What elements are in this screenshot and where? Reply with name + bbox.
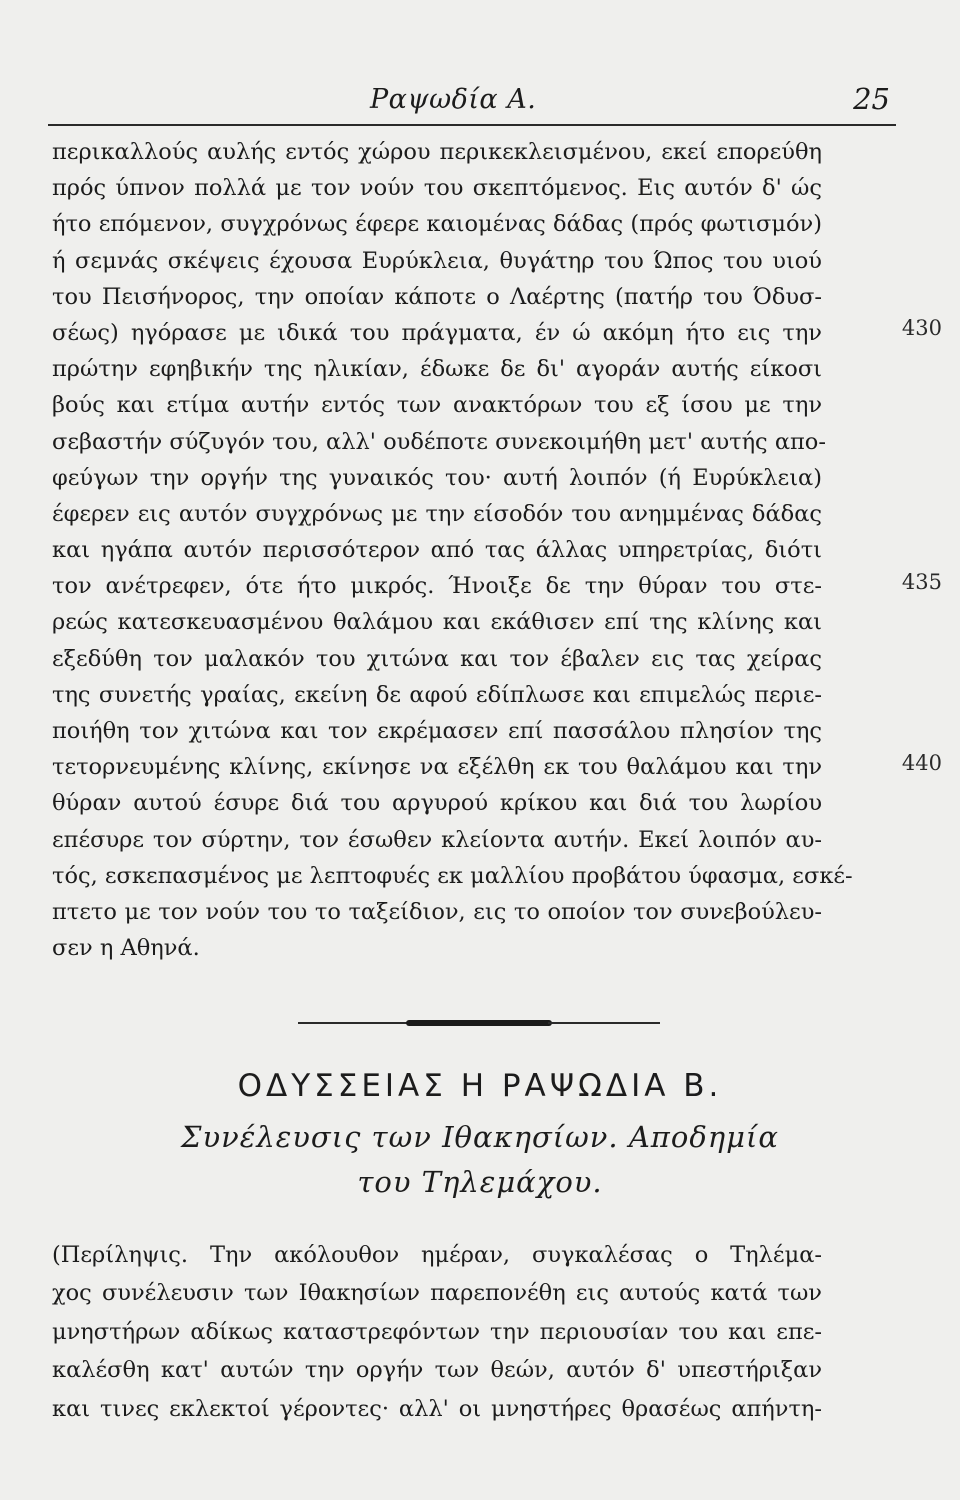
text-line: τετορνευμένης κλίνης, εκίνησε να εξέλθη εκ του θαλάμου και την <box>52 754 822 781</box>
text-line: τον ανέτρεφεν, ότε ήτο μικρός. Ήνοιξε δε την θύραν του στε- <box>52 573 822 600</box>
text-line: έφερεν εις αυτόν συγχρόνως με την είσοδόν του ανημμένας δάδας <box>52 500 822 527</box>
text-line: σέως) ηγόρασε με ιδικά του πράγματα, έν ώ ακόμη ήτο εις την <box>52 319 822 346</box>
text-line: και ηγάπα αυτόν περισσότερον από τας άλλας υπηρετρίας, διότι <box>52 537 822 564</box>
summary-line: μνηστήρων αδίκως καταστρεφόντων την περιουσίαν του και επε- <box>52 1318 822 1345</box>
running-header <box>48 78 896 126</box>
text-line: ποιήθη τον χιτώνα και τον εκρέμασεν επί πασσάλου πλησίον της <box>52 718 822 744</box>
section-subtitle-line2: του Τηλεμάχου. <box>357 1165 603 1199</box>
text-line: της συνετής γραίας, εκείνη δε αφού εδίπλωσε και επιμελώς περιε- <box>52 681 822 708</box>
summary-line: χος συνέλευσιν των Ιθακησίων παρεπονέθη εις αυτούς κατά των <box>52 1280 822 1307</box>
text-line: τός, εσκεπασμένος με λεπτοφυές εκ μαλλίου προβάτου ύφασμα, εσκέ- <box>52 862 853 889</box>
text-line: σεν η Αθηνά. <box>52 935 200 962</box>
text-line: ή σεμνάς σκέψεις έχουσα Ευρύκλεια, θυγάτηρ του Ώπος του υιού <box>52 247 822 274</box>
header-title: Ραψωδία Α. <box>370 84 537 115</box>
text-line: ρεώς κατεσκευασμένου θαλάμου και εκάθισεν επί της κλίνης και <box>52 609 822 636</box>
text-line: πρός ύπνον πολλά με τον νούν του σκεπτόμενος. Εις αυτόν δ' ώς <box>52 175 822 202</box>
text-line: του Πεισήνορος, την οποίαν κάποτε ο Λαέρτης (πατήρ του Όδυσ- <box>52 283 822 310</box>
summary-line: (Περίληψις. Την ακόλουθον ημέραν, συγκαλέσας ο Τηλέμα- <box>52 1242 822 1268</box>
line-number-440: 440 <box>901 751 942 775</box>
body-text <box>52 134 853 966</box>
text-line: σεβαστήν σύζυγόν του, αλλ' ουδέποτε συνεκοιμήθη μετ' αυτής απο- <box>52 428 826 455</box>
section-divider <box>298 1020 660 1026</box>
summary-text <box>52 1236 822 1428</box>
line-number-435: 435 <box>901 570 942 594</box>
line-number-430: 430 <box>901 316 942 340</box>
text-line: πτετο με τον νούν του το ταξείδιον, εις το οποίον τον συνεβούλευ- <box>52 898 822 925</box>
text-line: φεύγων την οργήν της γυναικός του· αυτή λοιπόν (ή Ευρύκλεια) <box>52 464 822 491</box>
text-line: πρώτην εφηβικήν της ηλικίαν, έδωκε δε δι' αγοράν αυτής είκοσι <box>52 356 822 383</box>
summary-line: και τινες εκλεκτοί γέροντες· αλλ' οι μνηστήρες θρασέως απήντη- <box>52 1395 822 1422</box>
section-subtitle-line1: Συνέλευσις των Ιθακησίων. Αποδημία <box>181 1120 779 1154</box>
text-line: ήτο επόμενον, συγχρόνως έφερε καιομένας δάδας (πρός φωτισμόν) <box>52 211 822 238</box>
page-number: 25 <box>853 82 890 116</box>
text-line: περικαλλούς αυλής εντός χώρου περικεκλεισμένου, εκεί επορεύθη <box>52 139 822 165</box>
summary-line: καλέσθη κατ' αυτών την οργήν των θεών, αυτόν δ' υπεστήριξαν <box>52 1357 822 1384</box>
section-title: ΟΔΥΣΣΕΙΑΣ Η ΡΑΨΩΔΙΑ Β. <box>237 1068 723 1104</box>
text-line: επέσυρε τον σύρτην, τον έσωθεν κλείοντα αυτήν. Εκεί λοιπόν αυ- <box>52 826 822 853</box>
text-line: θύραν αυτού έσυρε διά του αργυρού κρίκου και διά του λωρίου <box>52 790 822 817</box>
text-line: εξεδύθη τον μαλακόν του χιτώνα και τον έβαλεν εις τας χείρας <box>52 645 822 672</box>
text-line: βούς και ετίμα αυτήν εντός των ανακτόρων του εξ ίσου με την <box>52 392 822 419</box>
